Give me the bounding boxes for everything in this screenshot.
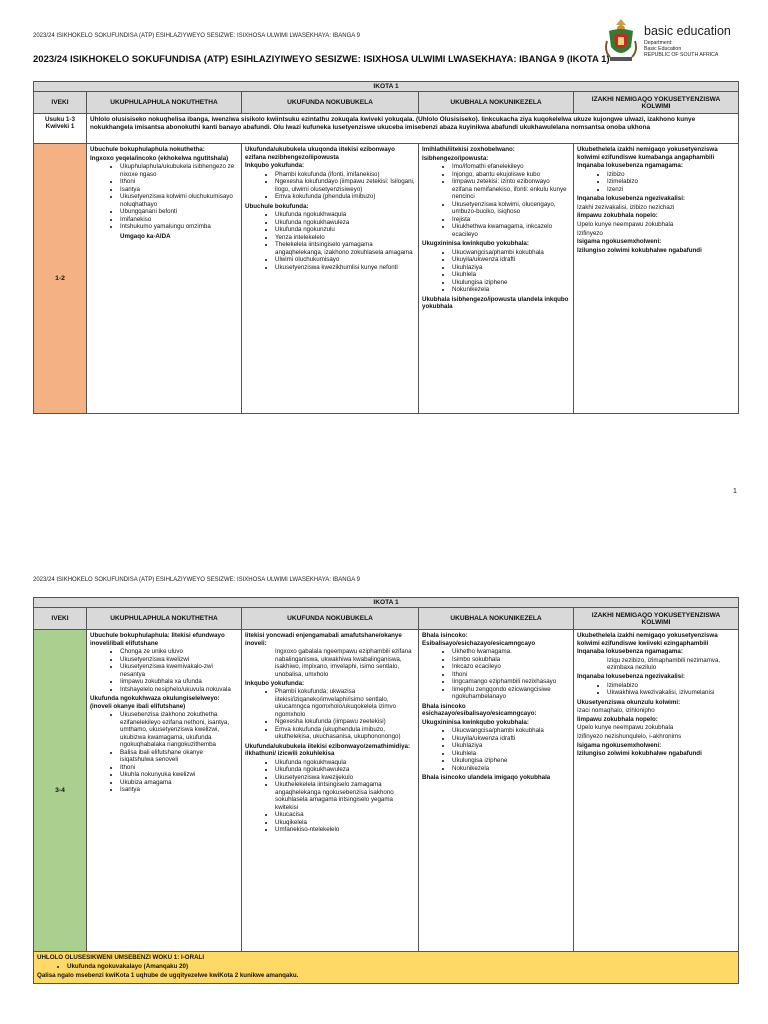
cell-subheading: Isigama ngokusemxholweni: xyxy=(577,741,662,749)
col-header-listening: UKUPHULAPHULA NOKUTHETHA xyxy=(87,608,242,630)
list-item: • Ukucacisa xyxy=(275,811,415,819)
curriculum-table-2 xyxy=(33,597,739,984)
list-item: • Ukwakhiwa kwezivakalisi, izivumelanisi xyxy=(607,689,735,697)
bullet-list xyxy=(245,688,415,741)
bullet-list xyxy=(37,963,735,971)
list-item: • Ukufunda ngokukhawuleza xyxy=(275,219,415,227)
cell-text: Ingxoxo gabalala ngeempawu eziphambili ezifana nabalinganiswa, ukwakhiwa kwabalinganiswa, isakhiwo, impixano, imvelaphi, isimo sentlalo, unobalisa, umxholo xyxy=(275,648,412,678)
bullet-list xyxy=(245,759,415,834)
listening-cell xyxy=(87,630,242,952)
bullet-list xyxy=(577,171,735,194)
cell-note: Ukubhala isibhengezo/ipowusta ulandela inkqubo yokubhala xyxy=(422,295,569,311)
cell-subheading: Bhala isincoko esichazayo/esibalisayo/esicamngcayo: xyxy=(422,702,537,718)
cell-heading: Ubuchule bokuphulaphula nokuthetha: xyxy=(90,146,205,153)
list-item: • Inkcazo ecacileyo xyxy=(452,663,570,671)
list-item: • Iingcamango eziphambili nezixhasayo xyxy=(452,678,570,686)
list-item: • Ukuyila/ukwenza idrafti xyxy=(452,256,570,264)
list-item: • Intshukumo yamalungu omzimba xyxy=(120,223,238,231)
list-item: • Ukufunda ngokukhawuleza xyxy=(275,766,415,774)
list-item: • Ukuhlaziya xyxy=(452,742,570,750)
bullet-list xyxy=(90,648,238,693)
cell-heading: Imihlathi/iitekisi zoxhobelwano: xyxy=(422,146,515,153)
list-item: • Ukuyila/ukwenza idrafti xyxy=(452,735,570,743)
logo-line-3: REPUBLIC OF SOUTH AFRICA xyxy=(644,52,719,58)
list-item: • Iimephu zengqondo ezicwangcisiwe ngokuhambelanayo xyxy=(452,686,570,701)
col-header-language: IZAKHI NEMIGAQO YOKUSETYENZISWA KOLWIMI xyxy=(574,608,739,630)
col-header-reading: UKUFUNDA NOKUBUKELA xyxy=(242,608,419,630)
term-header: IKOTA 1 xyxy=(34,82,739,92)
list-item: • Irejista xyxy=(452,216,570,224)
curriculum-table-1 xyxy=(33,81,739,414)
reading-cell xyxy=(242,144,419,414)
list-item: • Ukusetyenziswa kwemivakalo-zwi nesantya xyxy=(120,663,238,678)
col-header-iveki: IVEKI xyxy=(34,92,87,114)
col-header-iveki: IVEKI xyxy=(34,608,87,630)
cell-heading: Ukubethelela izakhi nemigaqo yokusetyenziswa kolwimi ezifundiswe kwiiveki ezingaphambili xyxy=(577,632,718,647)
list-item: • Umfanekiso-ntelekelelo xyxy=(275,826,415,834)
cell-heading: Iitekisi yoncwadi enjengamabali amafutshane/okanye inoveli: xyxy=(245,632,402,647)
list-item: • Ithoni xyxy=(452,671,570,679)
list-item: • Ukulungisa iziphene xyxy=(452,279,570,287)
list-item: • Ukufunda ngokuvakalayo (Amanqaku 20) xyxy=(67,963,735,971)
list-item: • Injongo, abantu ekujoliswe kubo xyxy=(452,171,570,179)
list-item: • Isantya xyxy=(120,786,238,794)
list-item: • Emva kokufunda (phendula imibuzo) xyxy=(275,193,415,201)
cell-subheading: Isigama ngokusemxholweni: xyxy=(577,238,662,246)
bullet-list xyxy=(245,171,415,201)
list-item: • Ukuphulaphula/ukubukela isibhengezo ze nixoxe ngaso xyxy=(120,163,238,178)
list-item: • Izimelabizo xyxy=(607,682,735,690)
list-item: • Intshayelelo nesiphelo/ukuvula nokuvala xyxy=(120,686,238,694)
list-item: • Ukusetyenziswa kwelizwi xyxy=(120,656,238,664)
list-item: • Phambi kokufunda (ifonti, imifanekiso) xyxy=(275,171,415,179)
list-item: • Ukuqikelela xyxy=(275,819,415,827)
brand-name: basic education xyxy=(644,24,731,38)
cell-heading: Ubuchule bokuphulaphula: Iitekisi efundwayo inoveli/ibali elifutshane xyxy=(90,632,225,647)
col-header-language: IZAKHI NEMIGAQO YOKUSETYENZISWA KOLWIMI xyxy=(574,92,739,114)
running-header: 2023/24 ISIKHOKELO SOKUFUNDISA (ATP) ESIHLAZIYWEYO SESIZWE: ISIXHOSA ULWIMI LWASEKHAYA: IBANGA 9 xyxy=(33,33,360,39)
list-item: • Chonga ze unike uluvo xyxy=(120,648,238,656)
cell-note: Izilungiso zolwimi kokubhalwe ngabafundi xyxy=(577,750,702,758)
cell-subheading: Isibhengezo/ipowusta: xyxy=(422,154,489,162)
cell-subheading: Inqanaba lokusebenza ngezivakalisi: xyxy=(577,195,685,203)
list-item: • Ulwimi oluchukumisayo xyxy=(275,256,415,264)
footer-title: UHLOLO OLUSESIKWENI UMSEBENZI WOKU 1: I-ORALI xyxy=(37,954,205,961)
term-header: IKOTA 1 xyxy=(34,598,739,608)
list-item: • Nokunikezela xyxy=(452,765,570,773)
page-title: 2023/24 ISIKHOKELO SOKUFUNDISA (ATP) ESIHLAZIYIWEYO SESIZWE: ISIXHOSA ULWIMI LWASEKHAYA: IBANGA 9 (IKOTA 1) xyxy=(33,54,610,65)
list-item: • Ukufunda ngokunzulu xyxy=(275,226,415,234)
bullet-list xyxy=(577,682,735,697)
bullet-list xyxy=(422,249,570,294)
bullet-list xyxy=(90,711,238,794)
list-item: • Ukusetyenziswa kwezikhumlisi kunye nefonti xyxy=(275,264,415,272)
cell-text: Iziqu zezibizo, izimaphambili nezimamva, ezimbaxa nezilulo xyxy=(607,656,721,672)
formal-assessment-footer xyxy=(34,952,739,984)
list-item: • Ithoni xyxy=(120,178,238,186)
page-number: 1 xyxy=(733,488,737,495)
list-item: • Imifanekiso xyxy=(120,216,238,224)
cell-subheading: Ubuchule bokufunda: xyxy=(245,202,309,210)
list-item: • Imo/ifomathi efanelekileyo xyxy=(452,163,570,171)
logo-line-1: Department: xyxy=(644,40,673,46)
list-item: • Ukuhlela xyxy=(452,750,570,758)
list-item: • Balisa ibali elifutshane okanye isiqatshulwa senoveli xyxy=(120,749,238,764)
list-item: • Isimbo sokubhala xyxy=(452,656,570,664)
list-item: • Ukucwangcisa/phambi kokubhala xyxy=(452,727,570,735)
list-item: • Ngexesha lokufundayo (iimpawu zetekisi: Isilogani, ilogo, ulwimi olusetyenzisiweyo) xyxy=(275,178,415,193)
cell-subheading: Ukufunda/ukubukela iitekisi ezibonwayo/zemathimidiya: ilkhathuni/ izicwili zokuhlekisa xyxy=(245,742,411,758)
bullet-list xyxy=(90,163,238,231)
list-item: • Ukusetyenziswa kolwimi, olucengayo, umbuzo-buciko, isiqhoso xyxy=(452,201,570,216)
cell-subheading: Ukugxininisa kwinkqubo yokubhala: xyxy=(422,240,529,248)
list-item: • Ukufunda ngokukhwaqula xyxy=(275,211,415,219)
language-cell xyxy=(574,630,739,952)
cell-subheading: Ingxoxo yeqela/incoko (ekhokelwa ngutitshala) xyxy=(90,154,229,162)
language-cell xyxy=(574,144,739,414)
cell-text: Izifinyezo xyxy=(577,229,603,237)
cell-subheading: Inkqubo yokufunda: xyxy=(245,162,305,170)
usuku-label: Usuku 1-3 Kwiveki 1 xyxy=(34,114,87,144)
list-item: • Isantya xyxy=(120,186,238,194)
cell-text: Upelo kunye neempawu zokubhala xyxy=(577,724,674,732)
list-item: • Nokunikezela xyxy=(452,286,570,294)
list-item: • Iimpawu zokubhala xa ufunda xyxy=(120,678,238,686)
list-item: • Phambi kokufunda; ukwazisa iitekisi/iziqaneko/imvelaphi/isimo sentlalo, ukucamngca ngomxholo/ukuqokelela izimvo ngomxholo xyxy=(275,688,415,718)
dbe-logo xyxy=(604,17,754,67)
cell-subheading: Inqanaba lokusebenza ngamagama: xyxy=(577,162,683,170)
page-1 xyxy=(0,0,768,500)
cell-text: Izakhi zezivakalisi, izibizo nezichazi xyxy=(577,203,675,211)
col-header-reading: UKUFUNDA NOKUBUKELA xyxy=(242,92,419,114)
cell-heading: Ukufunda/ukubukela ukuqonda iitekisi ezibonwayo ezifana nezibhengezo/iipowusta xyxy=(245,146,395,161)
cell-subheading: Inqanaba lokusebenza ngezivakalisi: xyxy=(577,672,685,680)
cell-note: Umgaqo ka-AIDA xyxy=(120,232,171,240)
list-item: • Ukhetho lwamagama. xyxy=(452,648,570,656)
baseline-assessment-note: Uhlolo olusisiseko nokuqhelisa ibanga, iwenziwa sisikolo kwiintsuku ezintathu zokuqala kwiveki yokuqala. (Uhlolo Olusisiseko). Iinkcukacha ziya kuqokelelwa ukuze kujongwe ulwazi, izakhono kunye nokukhangela imisantsa abonokuthi kanti banayo abafundi. Olu lwazi kufuneka lusetyenziswe ukuceba imisebenzi abaza kuyinikwa abafundi ukukhawulelana nomsantsa onoba ukhona xyxy=(87,114,739,144)
bullet-list xyxy=(245,211,415,271)
list-item: • Emva kokufunda (ukuphendula imibuzo, ukuthelekisa, ukuchasanisa, ukuphononongo) xyxy=(275,726,415,741)
cell-text: Izaci nomaqhalo, izihlonipho xyxy=(577,707,655,715)
list-item: • Ubungqanani befonti xyxy=(120,208,238,216)
cell-subheading: Ukugxininisa kwinkqubo yokubhala: xyxy=(422,718,529,726)
bullet-list xyxy=(422,163,570,238)
listening-cell xyxy=(87,144,242,414)
list-item: • Ukuthelekelela iintsingiselo zamagama angaqhelekanga ngokusebenzisa isakhono sokuhlasela amagama intsingiselo yegama kwitekisi xyxy=(275,781,415,811)
list-item: • Izenzi xyxy=(607,186,735,194)
running-header: 2023/24 ISIKHOKELO SOKUFUNDISA (ATP) ESIHLAZIYWEYO SESIZWE: ISIXHOSA ULWIMI LWASEKHAYA: IBANGA 9 xyxy=(33,577,360,583)
cell-subheading: Ukusetyenziswa okunzulu kolwimi: xyxy=(577,698,681,706)
list-item: • Ukufunda ngokukhwaqula xyxy=(275,759,415,767)
cell-subheading: Inqanaba lokusebenza ngamagama: xyxy=(577,648,683,656)
col-header-listening: UKUPHULAPHULA NOKUTHETHA xyxy=(87,92,242,114)
cell-subheading: Inkqubo yokufunda: xyxy=(245,679,305,687)
list-item: • Ukubiza amagama xyxy=(120,779,238,787)
col-header-writing: UKUBHALA NOKUNIKEZELA xyxy=(419,92,574,114)
list-item: • Ngexesha lokufunda (iimpawu zeetekisi) xyxy=(275,718,415,726)
cell-subheading: Ukufunda ngokukhwaza okulungiselelweyo: (inoveli okanye ibali elifutshane) xyxy=(90,695,220,710)
writing-cell xyxy=(419,144,574,414)
bullet-list xyxy=(422,648,570,701)
list-item: • Ithoni xyxy=(120,764,238,772)
list-item: • Ukuhlaziya xyxy=(452,264,570,272)
list-item: • Ukucwangcisa/phambi kokubhala xyxy=(452,249,570,257)
cell-note: Bhala isincoko ulandela imigaqo yokubhala xyxy=(422,774,551,782)
list-item: • Thelekelela iintsingiselo yamagama angaqhelekanga, izakhono zokuhlasela amagama xyxy=(275,241,415,256)
cell-subheading: Iimpawu zokubhala nopelo: xyxy=(577,212,658,220)
list-item: • Ukuhla nokunyuka kwelizwi xyxy=(120,771,238,779)
list-item: • Yenza intelekelelo xyxy=(275,234,415,242)
col-header-writing: UKUBHALA NOKUNIKEZELA xyxy=(419,608,574,630)
list-item: • Ukuhlela xyxy=(452,271,570,279)
reading-cell xyxy=(242,630,419,952)
week-cell: 1-2 xyxy=(34,144,87,414)
list-item: • Ukulungisa iziphene xyxy=(452,757,570,765)
cell-heading: Ukubethelela izakhi nemigaqo yokusetyenziswa kolwimi ezifundiswe kumabanga angaphambili xyxy=(577,146,718,161)
list-item: • Izimelabizo xyxy=(607,178,735,186)
week-cell: 3-4 xyxy=(34,630,87,952)
logo-line-2: Basic Education xyxy=(644,46,682,52)
list-item: • Izibizo xyxy=(607,171,735,179)
list-item: • Ukusetyenziswa kolwimi oluchukumisayo noluqhathayo xyxy=(120,193,238,208)
cell-subheading: Iimpawu zokubhala nopelo: xyxy=(577,715,658,723)
footer-note: Qalisa ngalo msebenzi kwiKota 1 uqhube de ugqityezelwe kwiKota 2 kunikwe amanqaku. xyxy=(37,972,299,980)
cell-text: Upelo kunye neempawu zokubhala xyxy=(577,221,674,229)
writing-cell xyxy=(419,630,574,952)
cell-note: Izilungiso zolwimi kokubhalwe ngabafundi xyxy=(577,246,702,254)
cell-heading: Bhala isincoko: Esibalisayo/esichazayo/esicamngcayo xyxy=(422,632,536,647)
coat-of-arms-icon xyxy=(604,17,638,65)
page-2 xyxy=(0,570,768,1024)
list-item: • Ukusebenzisa izakhono zokuthetha ezifanelekileyo ezifana nethoni, isantya, umthamo, ukusetyenziswa kwelizwi, ukubizwa kwamagama, ukufunda ngokuqhabalaka nangokuzithemba xyxy=(120,711,238,749)
list-item: • Iimpawu zetekisi: izinto ezibonwayo ezifana nemifanekiso, ifonti: enkulu kunye nencinci xyxy=(452,178,570,201)
bullet-list xyxy=(422,727,570,772)
cell-text: Izifinyezo nezishunqulelo, i-akhronims xyxy=(577,732,682,740)
list-item: • Ukusetyenziswa kwezijekulo xyxy=(275,774,415,782)
list-item: • Ukukhethwa kwamagama, inkcazelo ecacileyo xyxy=(452,223,570,238)
